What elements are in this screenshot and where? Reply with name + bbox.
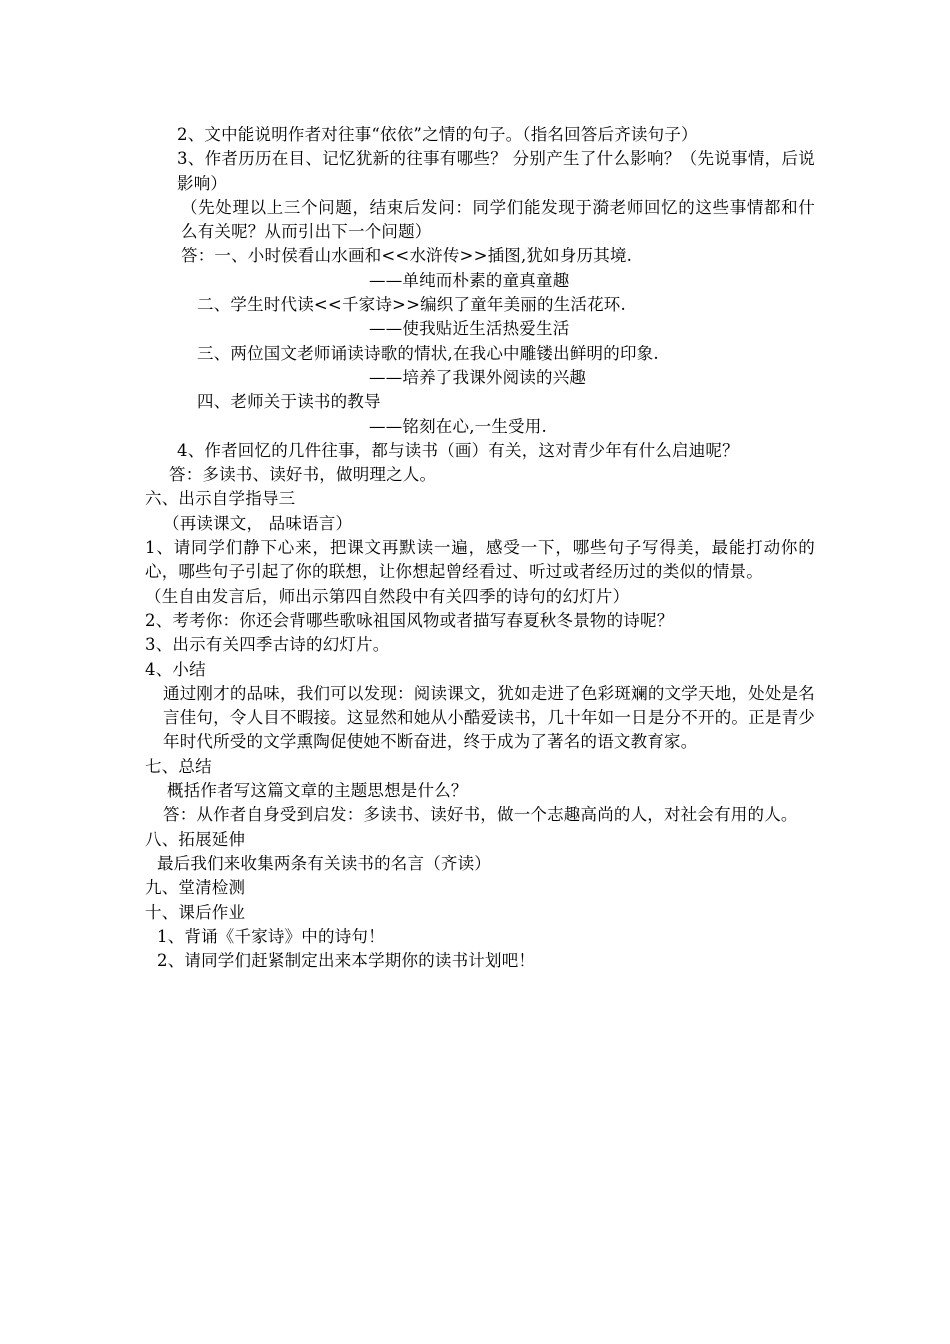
section-7-question: 概括作者写这篇文章的主题思想是什么？	[167, 781, 468, 801]
homework-item-2: 2、请同学们赶紧制定出来本学期你的读书计划吧！	[157, 951, 536, 971]
section-7-heading: 七、总结	[145, 756, 212, 776]
answer-item-4: 四、老师关于读书的教导	[197, 392, 381, 412]
answer-item-1: 答：一、小时侯看山水画和<<水浒传>>插图,犹如身历其境.	[181, 246, 633, 266]
answer-item-2-effect: ——使我贴近生活热爱生活	[369, 319, 570, 339]
section-6-item-4: 4、小结	[145, 659, 206, 679]
answer-4: 答：多读书、读好书，做明理之人。	[169, 465, 437, 485]
section-7-answer: 答：从作者自身受到启发：多读书、读好书，做一个志趣高尚的人，对社会有用的人。	[163, 805, 798, 825]
answer-item-4-effect: ——铭刻在心,一生受用.	[369, 416, 547, 436]
section-10-heading: 十、课后作业	[145, 902, 246, 922]
answer-item-3: 三、两位国文老师诵读诗歌的情状,在我心中雕镂出鲜明的印象.	[197, 343, 659, 363]
section-8-heading: 八、拓展延伸	[145, 829, 246, 849]
section-6-item-1: 1、请同学们静下心来，把课文再默读一遍，感受一下，哪些句子写得美，最能打动你的心，哪些句子引起了你的联想，让你想起曾经看过、听过或者经历过的类似的情景。	[145, 538, 815, 582]
section-6-subtitle: （再读课文， 品味语言）	[163, 513, 353, 533]
section-6-item-3: 3、出示有关四季古诗的幻灯片。	[145, 635, 390, 655]
answer-item-1-effect: ——单纯而朴素的童真童趣	[369, 270, 570, 290]
question-4: 4、作者回忆的几件往事，都与读书（画）有关，这对青少年有什么启迪呢？	[177, 440, 739, 460]
homework-item-1: 1、背诵《千家诗》中的诗句！	[157, 926, 385, 946]
section-6-heading: 六、出示自学指导三	[145, 489, 296, 509]
question-3: 3、作者历历在目、记忆犹新的往事有哪些？ 分别产生了什么影响？（先说事情，后说影响）	[177, 149, 815, 193]
section-6-item-2: 2、考考你：你还会背哪些歌咏祖国风物或者描写春夏秋冬景物的诗呢？	[145, 610, 674, 630]
answer-item-3-effect: ——培养了我课外阅读的兴趣	[369, 367, 587, 387]
summary-paragraph: 通过刚才的品味，我们可以发现：阅读课文，犹如走进了色彩斑斓的文学天地，处处是名言佳句，令人目不暇接。这显然和她从小酷爱读书，几十年如一日是分不开的。正是青少年时代所受的文学熏陶促使她不断奋进，终于成为了著名的语文教育家。	[163, 683, 815, 752]
answer-item-2: 二、学生时代读<<千家诗>>编织了童年美丽的生活花环.	[197, 295, 626, 315]
section-6-note: （生自由发言后，师出示第四自然段中有关四季的诗句的幻灯片）	[145, 586, 630, 606]
section-8-text: 最后我们来收集两条有关读书的名言（齐读）	[157, 853, 491, 873]
document-body	[145, 123, 815, 973]
section-9-heading: 九、堂清检测	[145, 878, 246, 898]
question-2: 2、文中能说明作者对往事“依依”之情的句子。（指名回答后齐读句子）	[177, 125, 698, 144]
teacher-note: （先处理以上三个问题，结束后发问：同学们能发现于漪老师回忆的这些事情都和什么有关呢？从而引出下一个问题）	[181, 197, 815, 242]
